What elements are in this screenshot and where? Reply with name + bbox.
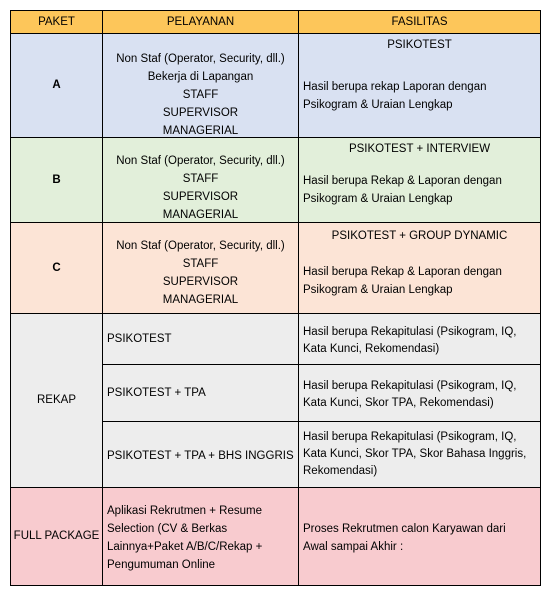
paket-full-cell — [10, 488, 103, 586]
facility-b-cell — [299, 138, 541, 223]
full-service-line: Selection (CV & Berkas — [107, 523, 228, 535]
rekap-facility-line: Kata Kunci, Skor TPA, Rekomendasi) — [303, 397, 494, 409]
service-item: Non Staf (Operator, Security, dll.) — [116, 53, 285, 65]
rekap-facility-line: Hasil berupa Rekapitulasi (Psikogram, IQ, — [303, 431, 517, 443]
facility-b-title: PSIKOTEST + INTERVIEW — [348, 143, 491, 155]
facility-a-cell — [299, 34, 541, 138]
rekap-facility-subcell — [299, 314, 540, 365]
header-fasilitas-label: FASILITAS — [391, 15, 448, 28]
services-full-cell — [103, 488, 299, 586]
service-item: Non Staf (Operator, Security, dll.) — [116, 155, 285, 167]
full-facility-line: Proses Rekrutmen calon Karyawan dari — [303, 523, 506, 535]
service-item: MANAGERIAL — [162, 125, 239, 137]
facility-full-cell — [299, 488, 541, 586]
facility-b-line: Hasil berupa Rekap & Laporan dengan — [303, 175, 502, 187]
services-c-cell — [103, 223, 299, 314]
facility-a-title: PSIKOTEST — [387, 39, 452, 51]
service-item: SUPERVISOR — [162, 191, 239, 203]
table-row-rekap — [10, 314, 541, 488]
table-row-c — [10, 223, 541, 314]
header-fasilitas-cell — [299, 10, 541, 34]
table-row-a — [10, 34, 541, 138]
table-row-full-package — [10, 488, 541, 586]
package-table — [10, 10, 541, 586]
service-item: MANAGERIAL — [162, 294, 239, 306]
paket-rekap-cell — [10, 314, 103, 488]
table-header-row — [10, 10, 541, 34]
rekap-facility-subcell — [299, 365, 540, 422]
header-pelayanan-label: PELAYANAN — [166, 15, 235, 28]
facility-a-line: Psikogram & Uraian Lengkap — [303, 99, 453, 111]
service-item: Bekerja di Lapangan — [147, 71, 254, 83]
service-item: STAFF — [182, 258, 219, 270]
paket-a-cell — [10, 34, 103, 138]
paket-c-cell — [10, 223, 103, 314]
facility-a-line: Hasil berupa rekap Laporan dengan — [303, 81, 487, 93]
paket-b-label: B — [52, 173, 61, 186]
service-item: Non Staf (Operator, Security, dll.) — [116, 240, 285, 252]
rekap-facility-line: Kata Kunci, Skor TPA, Skor Bahasa Inggris, — [303, 448, 527, 460]
facility-rekap-cell — [299, 314, 541, 488]
rekap-facility-line: Rekomendasi) — [303, 465, 378, 477]
rekap-service-item: PSIKOTEST + TPA — [107, 387, 206, 399]
service-item: MANAGERIAL — [162, 209, 239, 221]
services-rekap-cell — [103, 314, 299, 488]
paket-a-label: A — [52, 79, 61, 91]
facility-c-title: PSIKOTEST + GROUP DYNAMIC — [331, 230, 508, 242]
paket-full-label: FULL PACKAGE — [13, 530, 100, 542]
rekap-service-subcell — [103, 314, 298, 365]
rekap-facility-line: Hasil berupa Rekapitulasi (Psikogram, IQ, — [303, 380, 517, 392]
facility-c-line: Hasil berupa Rekap & Laporan dengan — [303, 266, 502, 278]
service-item: STAFF — [182, 89, 219, 101]
paket-c-label: C — [52, 261, 61, 274]
rekap-service-subcell — [103, 422, 298, 487]
header-pelayanan-cell — [103, 10, 299, 34]
full-service-line: Lainnya+Paket A/B/C/Rekap + — [107, 541, 263, 553]
header-paket-cell — [10, 10, 103, 34]
rekap-service-subcell — [103, 365, 298, 422]
table-row-b — [10, 138, 541, 223]
paket-b-cell — [10, 138, 103, 223]
facility-b-line: Psikogram & Uraian Lengkap — [303, 193, 453, 205]
paket-rekap-label: REKAP — [37, 394, 76, 406]
facility-c-line: Psikogram & Uraian Lengkap — [303, 284, 453, 296]
full-service-line: Aplikasi Rekrutmen + Resume — [107, 505, 262, 517]
service-item: SUPERVISOR — [162, 276, 239, 288]
full-service-line: Pengumuman Online — [107, 559, 216, 571]
full-facility-line: Awal sampai Akhir : — [303, 541, 404, 553]
rekap-service-item: PSIKOTEST + TPA + BHS INGGRIS — [107, 450, 294, 462]
rekap-facility-subcell — [299, 422, 540, 487]
services-a-cell — [103, 34, 299, 138]
services-b-cell — [103, 138, 299, 223]
rekap-facility-line: Hasil berupa Rekapitulasi (Psikogram, IQ, — [303, 326, 517, 338]
rekap-facility-line: Kata Kunci, Rekomendasi) — [303, 343, 440, 355]
header-paket-label: PAKET — [38, 15, 75, 28]
service-item: STAFF — [182, 173, 219, 185]
rekap-service-item: PSIKOTEST — [107, 333, 172, 345]
service-item: SUPERVISOR — [162, 107, 239, 119]
facility-c-cell — [299, 223, 541, 314]
